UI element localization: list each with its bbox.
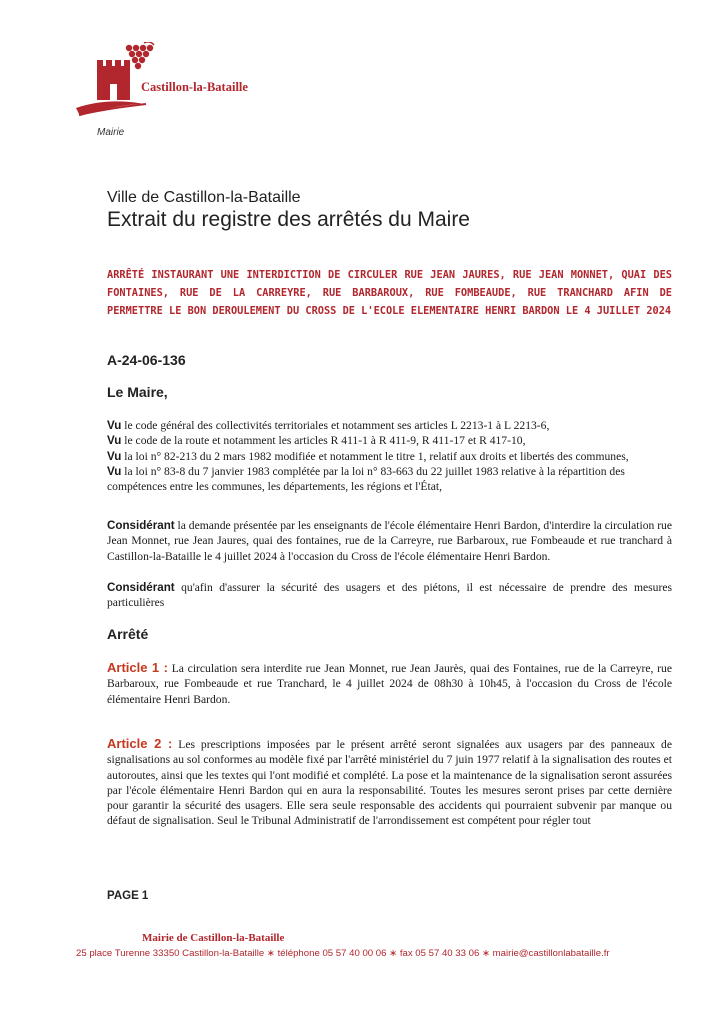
vu-clause: Vu le code de la route et notamment les articles R 411-1 à R 411-9, R 411-17 et R 417-10, [107,434,526,448]
vu-clause: Vu le code général des collectivités territoriales et notamment ses articles L 2213-1 à L 2213-6, [107,419,550,432]
header-town: Ville de Castillon-la-Bataille [107,189,301,206]
logo-mairie-label: Mairie [97,127,125,138]
considerant-paragraph: Considérant la demande présentée par les enseignants de l'école élémentaire Henri Bardon, d'interdire la circulation rue Jean Monnet, rue Jean Jaures, quai des fontaines, rue de la Carreyre, rue Barbaroux, rue Fombeaude et rue tranchard à Castillon-la-Bataille le 4 juillet 2024 à l'occasion du Cross de l'école élémentaire Henri Bardon. [107,519,672,563]
article-1: Article 1 : La circulation sera interdite rue Jean Monnet, rue Jean Jaurès, quai des Fontaines, rue de la Carreyre, rue Barbaroux, rue Fombeaude et rue Tranchard, le 4 juillet 2024 de 08h30 à 10h45, à l'occasion du Cross de l'école élémentaire Henri Bardon. [107,660,672,706]
article-label: Article 1 : [107,660,168,675]
le-maire-heading: Le Maire, [107,384,168,400]
arrete-heading: Arrêté [107,626,149,642]
vu-clauses [107,418,672,494]
page-number: PAGE 1 [107,890,149,902]
footer-contact: 25 place Turenne 33350 Castillon-la-Bataille ∗ téléphone 05 57 40 00 06 ∗ fax 05 57 40 33 06 ∗ mairie@castillonlabataille.fr [76,948,610,959]
article-label: Article 2 : [107,736,173,751]
logo-town-name: Castillon-la-Bataille [141,80,248,94]
vu-clause: Vu la loi n° 82-213 du 2 mars 1982 modifiée et notamment le titre 1, relatif aux droits et libertés des communes, [107,449,629,463]
considerant-paragraph: Considérant qu'afin d'assurer la sécurité des usagers et des piétons, il est nécessaire de prendre des mesures particulières [107,581,672,610]
article-2: Article 2 : Les prescriptions imposées par le présent arrêté seront signalées aux usagers par des panneaux de signalisations au sol conformes au modèle fixé par l'arrêté ministériel du 7 juin 1977 relatif à la signalisation des routes et autoroutes, ainsi que les textes qui l'ont modifié et complété. La pose et la maintenance de la signalisation seront assurées par l'école élémentaire Henri Bardon qui en aura la responsabilité. Toutes les mesures seront prises par cette dernière pour garantir la sécurité des usagers. Elle sera seule responsable des accidents qui pourraient subvenir par manque ou défaut de signalisation. Seul le Tribunal Administratif de l'arrondissement est compétent pour régler tout [107,736,672,828]
arrete-title: ARRÊTÉ INSTAURANT UNE INTERDICTION DE CIRCULER RUE JEAN JAURES, RUE JEAN MONNET, QUAI DES FONTAINES, RUE DE LA CARREYRE, RUE BARBAROUX, RUE FOMBEAUDE, RUE TRANCHARD AFIN DE PERMETTRE LE BON DEROULEMENT DU CROSS DE L'ECOLE ELEMENTAIRE HENRI BARDON LE 4 JUILLET 2024 [107,269,672,317]
arrete-reference: A-24-06-136 [107,352,186,368]
header-register-title: Extrait du registre des arrêtés du Maire [107,208,470,231]
vu-clause: Vu la loi n° 83-8 du 7 janvier 1983 complétée par la loi n° 83-663 du 22 juillet 1983 relative à la répartition des compétences entre les communes, les départements, les régions et l'État, [107,464,625,494]
